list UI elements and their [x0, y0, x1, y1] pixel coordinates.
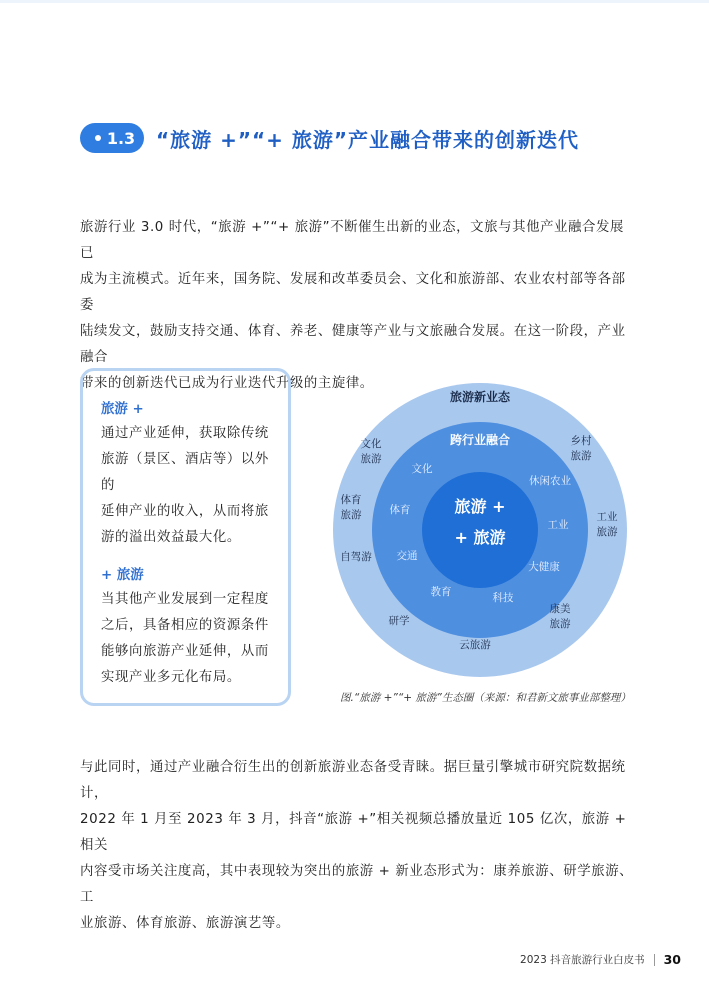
outer-item-rural-tourism: 乡村旅游 [570, 435, 592, 462]
tourism-plus-line: 通过产业延伸，获取除传统 [101, 426, 269, 441]
middle-item-leisure-agriculture: 休闲农业 [529, 475, 571, 487]
middle-item-sports: 体育 [389, 504, 411, 516]
plus-tourism-line: 能够向旅游产业延伸，从而 [101, 644, 269, 659]
center-label-line1: 旅游 + [454, 497, 506, 516]
body-paragraph [80, 755, 640, 937]
outer-item-cloud-tourism: 云旅游 [459, 639, 491, 651]
section-title: “旅游 +”“+ 旅游”产业融合带来的创新迭代 [156, 127, 580, 152]
outer-item-wellness-tourism: 康美旅游 [549, 603, 571, 630]
ecosystem-diagram [327, 380, 633, 680]
top-decoration-bar [0, 0, 709, 3]
middle-ring-title: 跨行业融合 [449, 433, 511, 447]
center-label-line2: + 旅游 [454, 528, 506, 547]
body-line: 内容受市场关注度高，其中表现较为突出的旅游 + 新业态形式为：康养旅游、研学旅游、工 [80, 864, 634, 905]
plus-tourism-heading: + 旅游 [101, 568, 144, 583]
figure-caption: 图.“旅游 +”“+ 旅游”生态圈（来源：和君新文旅事业部整理） [340, 692, 631, 704]
section-header [80, 120, 579, 156]
outer-item-industrial-tourism: 工业旅游 [596, 511, 618, 538]
outer-item-sports-tourism: 体育旅游 [340, 494, 362, 521]
body-line: 与此同时，通过产业融合衍生出的创新旅游业态备受青睐。据巨量引擎城市研究院数据统计， [80, 760, 626, 801]
tourism-plus-line: 旅游（景区、酒店等）以外的 [101, 452, 269, 493]
page-number: 30 [663, 952, 681, 967]
body-line: 2022 年 1 月至 2023 年 3 月，抖音“旅游 +”相关视频总播放量近 105 亿次，旅游 + 相关 [80, 812, 627, 853]
plus-tourism-line: 实现产业多元化布局。 [101, 670, 241, 685]
footer-doc-title: 2023 抖音旅游行业白皮书 [520, 954, 645, 966]
middle-item-transport: 交通 [396, 550, 418, 562]
tourism-plus-line: 延伸产业的收入，从而将旅 [101, 504, 269, 519]
tourism-plus-heading: 旅游 + [101, 402, 144, 417]
section-number-badge [80, 123, 144, 153]
intro-line: 陆续发文，鼓励支持交通、体育、养老、健康等产业与文旅融合发展。在这一阶段，产业融合 [80, 324, 626, 365]
outer-item-study-travel: 研学 [388, 615, 410, 627]
intro-line: 带来的创新迭代已成为行业迭代升级的主旋律。 [80, 376, 374, 391]
middle-item-health: 大健康 [528, 561, 560, 573]
intro-line: 旅游行业 3.0 时代，“旅游 +”“+ 旅游”不断催生出新的业态，文旅与其他产业融合发展已 [80, 220, 625, 261]
outer-item-culture-tourism: 文化旅游 [360, 438, 382, 465]
middle-item-culture: 文化 [411, 463, 433, 475]
page-footer [520, 952, 681, 967]
section-number: 1.3 [106, 128, 136, 148]
definition-box [80, 368, 291, 706]
middle-item-education: 教育 [430, 586, 452, 598]
plus-tourism-line: 当其他产业发展到一定程度 [101, 592, 269, 607]
outer-item-self-drive: 自驾游 [340, 551, 372, 563]
body-line: 业旅游、体育旅游、旅游演艺等。 [80, 916, 290, 931]
outer-ring-title: 旅游新业态 [449, 390, 511, 404]
middle-item-industry: 工业 [547, 519, 569, 531]
bullet-dot-icon [95, 135, 101, 141]
footer-divider [654, 954, 655, 966]
tourism-plus-line: 游的溢出效益最大化。 [101, 530, 241, 545]
intro-line: 成为主流模式。近年来，国务院、发展和改革委员会、文化和旅游部、农业农村部等各部委 [80, 272, 626, 313]
plus-tourism-line: 之后，具备相应的资源条件 [101, 618, 269, 633]
middle-item-technology: 科技 [492, 592, 514, 604]
